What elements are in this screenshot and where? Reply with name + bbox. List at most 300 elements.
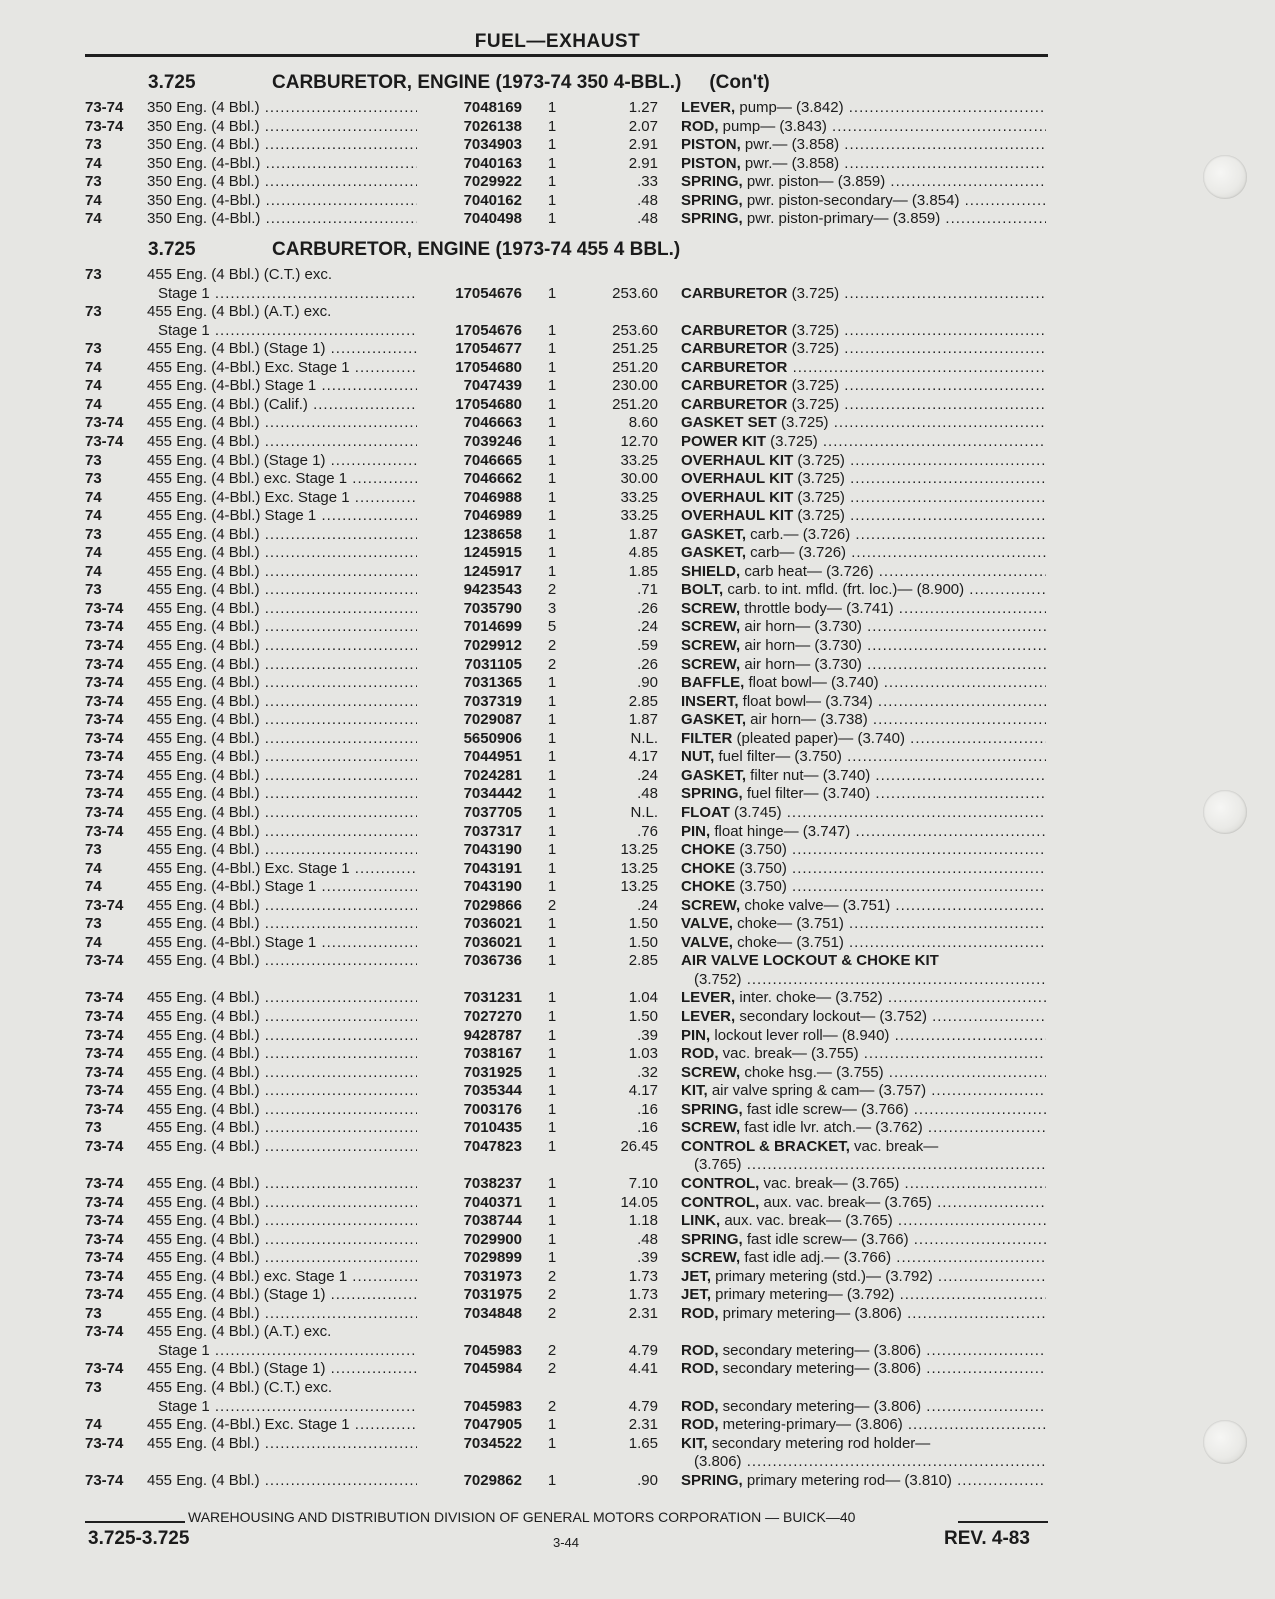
part-name-detail: choke valve— (3.751) ..... — [740, 897, 1046, 914]
model-year: 74 — [85, 878, 102, 896]
part-name — [681, 1268, 1046, 1287]
application — [147, 897, 417, 916]
part-name — [681, 136, 1046, 155]
part-name — [681, 656, 1046, 675]
part-number: 7039246 — [463, 432, 522, 450]
price: 4.17 — [628, 1082, 658, 1100]
part-number: 7047439 — [463, 377, 522, 395]
table-row — [0, 507, 1060, 526]
application-text: 455 Eng. (4 Bbl.) ..... — [147, 711, 417, 728]
part-name — [681, 1231, 1046, 1250]
part-name-bold: OVERHAUL KIT — [681, 488, 794, 506]
quantity: 1 — [547, 822, 557, 840]
model-year: 73-74 — [85, 1471, 124, 1489]
part-number: 7038167 — [463, 1045, 522, 1063]
part-name — [681, 1082, 1046, 1101]
part-name — [681, 340, 1046, 359]
quantity: 1 — [547, 1174, 557, 1192]
application-text: 455 Eng. (4 Bbl.) ..... — [147, 1138, 417, 1155]
part-name — [681, 173, 1046, 192]
application-text: 455 Eng. (4-Bbl.) Stage 1 ..... — [147, 377, 417, 394]
part-name-bold: SCREW, — [681, 896, 741, 914]
model-year: 73-74 — [85, 1137, 124, 1155]
part-number: 7029900 — [463, 1230, 522, 1248]
application-text: 455 Eng. (4 Bbl.) ..... — [147, 1249, 417, 1266]
price: 1.18 — [628, 1212, 658, 1230]
model-year: 73-74 — [85, 674, 124, 692]
quantity: 5 — [547, 618, 557, 636]
model-year: 73-74 — [85, 785, 124, 803]
application — [147, 1119, 417, 1138]
application-text: 455 Eng. (4 Bbl.) (Stage 1) ..... — [147, 1360, 417, 1377]
table-row — [0, 359, 1060, 378]
table-row — [0, 155, 1060, 174]
application-text: 455 Eng. (4 Bbl.) ..... — [147, 1045, 417, 1062]
quantity: 1 — [547, 711, 557, 729]
quantity: 1 — [547, 395, 557, 413]
price: 33.25 — [620, 507, 658, 525]
price: N.L. — [630, 803, 658, 821]
model-year: 73-74 — [85, 1286, 124, 1304]
part-number: 7047905 — [463, 1416, 522, 1434]
part-name-detail: filter nut— (3.740) ..... — [746, 767, 1046, 784]
model-year: 74 — [85, 154, 102, 172]
price: 2.85 — [628, 692, 658, 710]
table-row — [0, 878, 1060, 897]
table-row — [0, 563, 1060, 582]
quantity: 1 — [547, 1119, 557, 1137]
part-name-bold: SCREW, — [681, 655, 741, 673]
price: 13.25 — [620, 859, 658, 877]
part-name-detail: pwr. piston— (3.859) ..... — [743, 173, 1046, 190]
application — [147, 600, 417, 619]
part-number: 7031925 — [463, 1063, 522, 1081]
table-row — [0, 656, 1060, 675]
table-row — [0, 971, 1060, 990]
part-name-bold: ROD, — [681, 1397, 719, 1415]
application-text: 455 Eng. (4 Bbl.) ..... — [147, 1101, 417, 1118]
part-name-detail: (3.725) ..... — [793, 507, 1046, 524]
model-year: 74 — [85, 544, 102, 562]
part-number: 7037317 — [463, 822, 522, 840]
application-text: 455 Eng. (4 Bbl.) ..... — [147, 1472, 417, 1489]
application-text: 455 Eng. (4 Bbl.) ..... — [147, 804, 417, 821]
price: .16 — [637, 1100, 658, 1118]
part-number: 7040163 — [463, 154, 522, 172]
quantity: 1 — [547, 284, 557, 302]
part-name-bold: LINK, — [681, 1212, 721, 1230]
quantity: 1 — [547, 766, 557, 784]
part-name — [681, 396, 1046, 415]
part-name-detail: (3.806) ..... — [694, 1453, 1046, 1470]
application-text: 455 Eng. (4-Bbl.) Stage 1 ..... — [147, 934, 417, 951]
application — [147, 674, 417, 693]
quantity: 1 — [547, 377, 557, 395]
model-year: 73-74 — [85, 1100, 124, 1118]
application-text: 455 Eng. (4 Bbl.) ..... — [147, 1119, 417, 1136]
application-text: 455 Eng. (4 Bbl.) ..... — [147, 1194, 417, 1211]
application — [147, 1268, 417, 1287]
part-number: 17054676 — [455, 284, 522, 302]
application-text: 455 Eng. (4 Bbl.) (Stage 1) ..... — [147, 340, 417, 357]
part-name-detail: (3.750) ..... — [735, 878, 1046, 895]
footer-rule-left — [85, 1521, 185, 1523]
part-name-detail: secondary metering— (3.806) ..... — [719, 1342, 1047, 1359]
quantity: 2 — [547, 1360, 557, 1378]
part-name-detail: primary metering— (3.806) ..... — [719, 1305, 1047, 1322]
application — [147, 878, 417, 897]
model-year: 73-74 — [85, 1008, 124, 1025]
application-text: 455 Eng. (4-Bbl.) Exc. Stage 1 ..... — [147, 860, 417, 877]
quantity: 1 — [547, 544, 557, 562]
price: N.L. — [630, 729, 658, 747]
application-text: 350 Eng. (4 Bbl.) ..... — [147, 136, 417, 153]
model-year: 73-74 — [85, 989, 124, 1007]
section-heading — [148, 72, 770, 94]
table-row — [0, 322, 1060, 341]
part-number: 7029912 — [463, 637, 522, 654]
application — [147, 1008, 417, 1027]
quantity: 1 — [547, 989, 557, 1007]
table-row — [0, 99, 1060, 118]
table-row — [0, 804, 1060, 823]
application — [147, 470, 417, 489]
price: 7.10 — [628, 1174, 658, 1192]
part-name — [681, 785, 1046, 804]
footer-section-range: 3.725-3.725 — [88, 1528, 190, 1549]
model-year: 74 — [85, 933, 102, 951]
binder-hole — [1203, 790, 1247, 834]
part-name-detail: throttle body— (3.741) ..... — [740, 600, 1046, 617]
part-name-bold: CARBURETOR — [681, 358, 788, 376]
application — [147, 804, 417, 823]
application-text: 455 Eng. (4 Bbl.) (A.T.) exc. — [147, 303, 332, 321]
quantity: 1 — [547, 1193, 557, 1211]
part-name-bold: CHOKE — [681, 859, 736, 877]
application-text: 455 Eng. (4 Bbl.) ..... — [147, 1064, 417, 1081]
part-name-detail: pump— (3.842) ..... — [735, 99, 1046, 116]
table-row — [0, 1286, 1060, 1305]
part-name-bold: KIT, — [681, 1082, 708, 1100]
table-row — [0, 489, 1060, 508]
application — [147, 767, 417, 786]
application — [147, 1435, 417, 1454]
part-number: 7031105 — [464, 655, 522, 673]
part-name-bold: BAFFLE, — [681, 674, 745, 692]
part-number: 7031231 — [463, 989, 522, 1007]
part-number: 7027270 — [463, 1008, 522, 1025]
part-name-bold: ROD, — [681, 1304, 719, 1322]
model-year: 73-74 — [85, 1360, 124, 1378]
part-name-bold: SPRING, — [681, 785, 743, 803]
price: 253.60 — [612, 284, 658, 302]
application-text: 455 Eng. (4 Bbl.) ..... — [147, 897, 417, 914]
table-row — [0, 1305, 1060, 1324]
price: 1.03 — [628, 1045, 658, 1063]
quantity: 1 — [547, 1249, 557, 1267]
part-name-detail: pwr. piston-secondary— (3.854) ..... — [743, 192, 1046, 209]
price: 33.25 — [620, 488, 658, 506]
model-year: 73-74 — [85, 952, 124, 970]
part-number: 7046662 — [463, 470, 522, 488]
part-name-detail: vac. break— — [849, 1137, 939, 1155]
table-row — [0, 730, 1060, 749]
price: .32 — [637, 1063, 658, 1081]
part-name-bold: OVERHAUL KIT — [681, 470, 794, 488]
table-row — [0, 1435, 1060, 1454]
model-year: 73-74 — [85, 1323, 124, 1341]
model-year: 73-74 — [85, 748, 124, 766]
model-year: 73-74 — [85, 803, 124, 821]
price: 251.20 — [612, 358, 658, 376]
part-name-detail: float bowl— (3.734) ..... — [739, 693, 1046, 710]
table-row — [0, 173, 1060, 192]
price: .26 — [637, 655, 658, 673]
table-row — [0, 414, 1060, 433]
application-text: Stage 1 ..... — [158, 322, 416, 339]
table-row — [0, 952, 1060, 971]
part-name-bold: SPRING, — [681, 1471, 743, 1489]
part-number: 17054680 — [455, 395, 522, 413]
price: 1.87 — [628, 711, 658, 729]
quantity: 1 — [547, 321, 557, 339]
part-name-bold: KIT, — [681, 1434, 708, 1452]
table-row — [0, 1453, 1060, 1472]
application-text: 455 Eng. (4 Bbl.) ..... — [147, 600, 417, 617]
application-text: 455 Eng. (4 Bbl.) ..... — [147, 1008, 417, 1025]
table-row — [0, 526, 1060, 545]
part-name — [681, 1027, 1046, 1046]
price: .48 — [637, 210, 658, 228]
model-year: 73 — [85, 525, 102, 543]
price: 1.65 — [628, 1434, 658, 1452]
part-name-detail: (3.725) ..... — [787, 285, 1046, 302]
quantity: 2 — [547, 1341, 557, 1359]
part-name-detail: vac. break— (3.755) ..... — [719, 1045, 1047, 1062]
application-text: 455 Eng. (4 Bbl.) ..... — [147, 414, 417, 431]
application — [147, 1138, 417, 1157]
price: 14.05 — [620, 1193, 658, 1211]
application-text: 455 Eng. (4 Bbl.) ..... — [147, 637, 417, 654]
quantity: 1 — [547, 748, 557, 766]
part-name — [681, 600, 1046, 619]
application-text: 455 Eng. (4 Bbl.) ..... — [147, 563, 417, 580]
part-name-bold: VALVE, — [681, 915, 733, 933]
part-number: 7040498 — [463, 210, 522, 228]
table-row — [0, 1008, 1060, 1027]
part-name — [681, 934, 1046, 953]
application — [147, 841, 417, 860]
model-year: 73 — [85, 303, 102, 321]
model-year: 73-74 — [85, 655, 124, 673]
application-text: 455 Eng. (4 Bbl.) (A.T.) exc. — [147, 1323, 332, 1341]
application — [147, 1231, 417, 1250]
part-name-bold: ROD, — [681, 1360, 719, 1378]
quantity: 1 — [547, 1137, 557, 1155]
application — [147, 1212, 417, 1231]
quantity: 2 — [547, 637, 557, 654]
table-row — [0, 989, 1060, 1008]
price: 2.31 — [628, 1304, 658, 1322]
model-year: 73-74 — [85, 637, 124, 654]
model-year: 73 — [85, 470, 102, 488]
table-row — [0, 1119, 1060, 1138]
quantity: 1 — [547, 915, 557, 933]
table-row — [0, 1249, 1060, 1268]
part-name-detail: metering-primary— (3.806) ..... — [719, 1416, 1047, 1433]
part-name — [681, 210, 1046, 229]
application-text: 455 Eng. (4 Bbl.) ..... — [147, 1435, 417, 1452]
application-text: 455 Eng. (4 Bbl.) ..... — [147, 656, 417, 673]
price: 33.25 — [620, 451, 658, 469]
application — [147, 1175, 417, 1194]
model-year: 73-74 — [85, 414, 124, 432]
price: 4.79 — [628, 1397, 658, 1415]
price: 13.25 — [620, 841, 658, 859]
part-number: 7029087 — [463, 711, 522, 729]
part-name-detail: fast idle screw— (3.766) ..... — [743, 1101, 1046, 1118]
part-number: 17054677 — [455, 340, 522, 358]
table-row — [0, 136, 1060, 155]
part-name — [681, 563, 1046, 582]
part-name-bold: ROD, — [681, 1416, 719, 1434]
part-name-detail: pwr.— (3.858) ..... — [741, 136, 1046, 153]
quantity: 1 — [547, 1008, 557, 1025]
part-name-bold: CONTROL, — [681, 1174, 760, 1192]
part-number: 7046665 — [463, 451, 522, 469]
part-name-bold: CARBURETOR — [681, 284, 788, 302]
application — [147, 1045, 417, 1064]
price: 1.73 — [628, 1267, 658, 1285]
part-name-detail: fast idle lvr. atch.— (3.762) ..... — [740, 1119, 1046, 1136]
part-name — [681, 915, 1046, 934]
part-name — [681, 767, 1046, 786]
quantity: 3 — [547, 599, 557, 617]
part-name-detail: carb— (3.726) ..... — [746, 544, 1046, 561]
table-row — [0, 210, 1060, 229]
part-name — [681, 897, 1046, 916]
part-name-bold: BOLT, — [681, 581, 724, 599]
part-name-detail: primary metering rod— (3.810) ..... — [743, 1472, 1046, 1489]
part-name — [681, 711, 1046, 730]
part-name-detail: lockout lever roll— (8.940) ..... — [710, 1027, 1046, 1044]
model-year: 74 — [85, 507, 102, 525]
part-name — [681, 674, 1046, 693]
application-text: 455 Eng. (4 Bbl.) (Stage 1) ..... — [147, 1286, 417, 1303]
application — [147, 1416, 417, 1435]
part-name-bold: CONTROL, — [681, 1193, 760, 1211]
table-row — [0, 674, 1060, 693]
application — [147, 452, 417, 471]
model-year: 73-74 — [85, 711, 124, 729]
price: 1.87 — [628, 525, 658, 543]
part-name-bold: CHOKE — [681, 841, 736, 859]
price: .24 — [637, 618, 658, 636]
part-number: 7036021 — [463, 933, 522, 951]
application-text: 455 Eng. (4-Bbl.) Exc. Stage 1 ..... — [147, 489, 417, 506]
model-year: 74 — [85, 191, 102, 209]
model-year: 74 — [85, 210, 102, 228]
part-number: 7043190 — [463, 841, 522, 859]
binder-hole — [1203, 1420, 1247, 1464]
price: 4.79 — [628, 1341, 658, 1359]
application-text: 455 Eng. (4 Bbl.) ..... — [147, 618, 417, 635]
part-name — [681, 526, 1046, 545]
part-name — [681, 637, 1046, 656]
table-row — [0, 897, 1060, 916]
application-text: 350 Eng. (4-Bbl.) ..... — [147, 155, 417, 172]
part-number: 7046663 — [463, 414, 522, 432]
part-name-detail: pump— (3.843) ..... — [719, 118, 1047, 135]
application-text: 455 Eng. (4 Bbl.) exc. Stage 1 ..... — [147, 1268, 417, 1285]
quantity: 1 — [547, 1063, 557, 1081]
model-year: 73-74 — [85, 99, 124, 116]
part-name-detail: carb.— (3.726) ..... — [746, 526, 1046, 543]
price: 1.50 — [628, 1008, 658, 1025]
table-row — [0, 470, 1060, 489]
price: 30.00 — [620, 470, 658, 488]
part-name-bold: JET, — [681, 1267, 712, 1285]
price: 2.91 — [628, 154, 658, 172]
part-name-bold: OVERHAUL KIT — [681, 507, 794, 525]
part-name — [681, 414, 1046, 433]
part-name-detail: secondary metering rod holder— — [707, 1434, 931, 1452]
application — [147, 915, 417, 934]
model-year: 73 — [85, 340, 102, 358]
quantity: 2 — [547, 655, 557, 673]
model-year: 73-74 — [85, 618, 124, 636]
application — [147, 210, 417, 229]
application-text: 455 Eng. (4 Bbl.) (C.T.) exc. — [147, 266, 333, 283]
part-name-bold: OVERHAUL KIT — [681, 451, 794, 469]
part-name — [681, 1212, 1046, 1231]
part-number: 7045983 — [463, 1397, 522, 1415]
application-text: 455 Eng. (4 Bbl.) ..... — [147, 433, 417, 450]
application — [147, 1305, 417, 1324]
application — [147, 433, 417, 452]
table-row — [0, 452, 1060, 471]
model-year: 73-74 — [85, 1045, 124, 1063]
table-row — [0, 748, 1060, 767]
part-name-bold: SCREW, — [681, 599, 741, 617]
price: 2.85 — [628, 952, 658, 970]
part-name-detail: (3.725) ..... — [766, 433, 1046, 450]
part-name — [681, 470, 1046, 489]
model-year: 73 — [85, 915, 102, 933]
quantity: 1 — [547, 1471, 557, 1489]
part-number: 7034848 — [463, 1304, 522, 1322]
quantity: 1 — [547, 470, 557, 488]
application-text: 455 Eng. (4 Bbl.) ..... — [147, 1231, 417, 1248]
quantity: 1 — [547, 432, 557, 450]
application-text: 455 Eng. (4 Bbl.) ..... — [147, 1305, 417, 1322]
model-year: 73-74 — [85, 1267, 124, 1285]
price: 8.60 — [628, 414, 658, 432]
application-text: 350 Eng. (4 Bbl.) ..... — [147, 118, 417, 135]
price: 4.41 — [628, 1360, 658, 1378]
model-year: 73-74 — [85, 1193, 124, 1211]
part-name-bold: SCREW, — [681, 637, 741, 654]
quantity: 1 — [547, 210, 557, 228]
part-name — [681, 989, 1046, 1008]
application-text: 455 Eng. (4 Bbl.) ..... — [147, 730, 417, 747]
application — [147, 618, 417, 637]
part-name — [681, 1138, 1046, 1157]
quantity: 2 — [547, 1304, 557, 1322]
part-number: 17054680 — [455, 358, 522, 376]
price: .39 — [637, 1026, 658, 1044]
part-number: 7040162 — [463, 191, 522, 209]
